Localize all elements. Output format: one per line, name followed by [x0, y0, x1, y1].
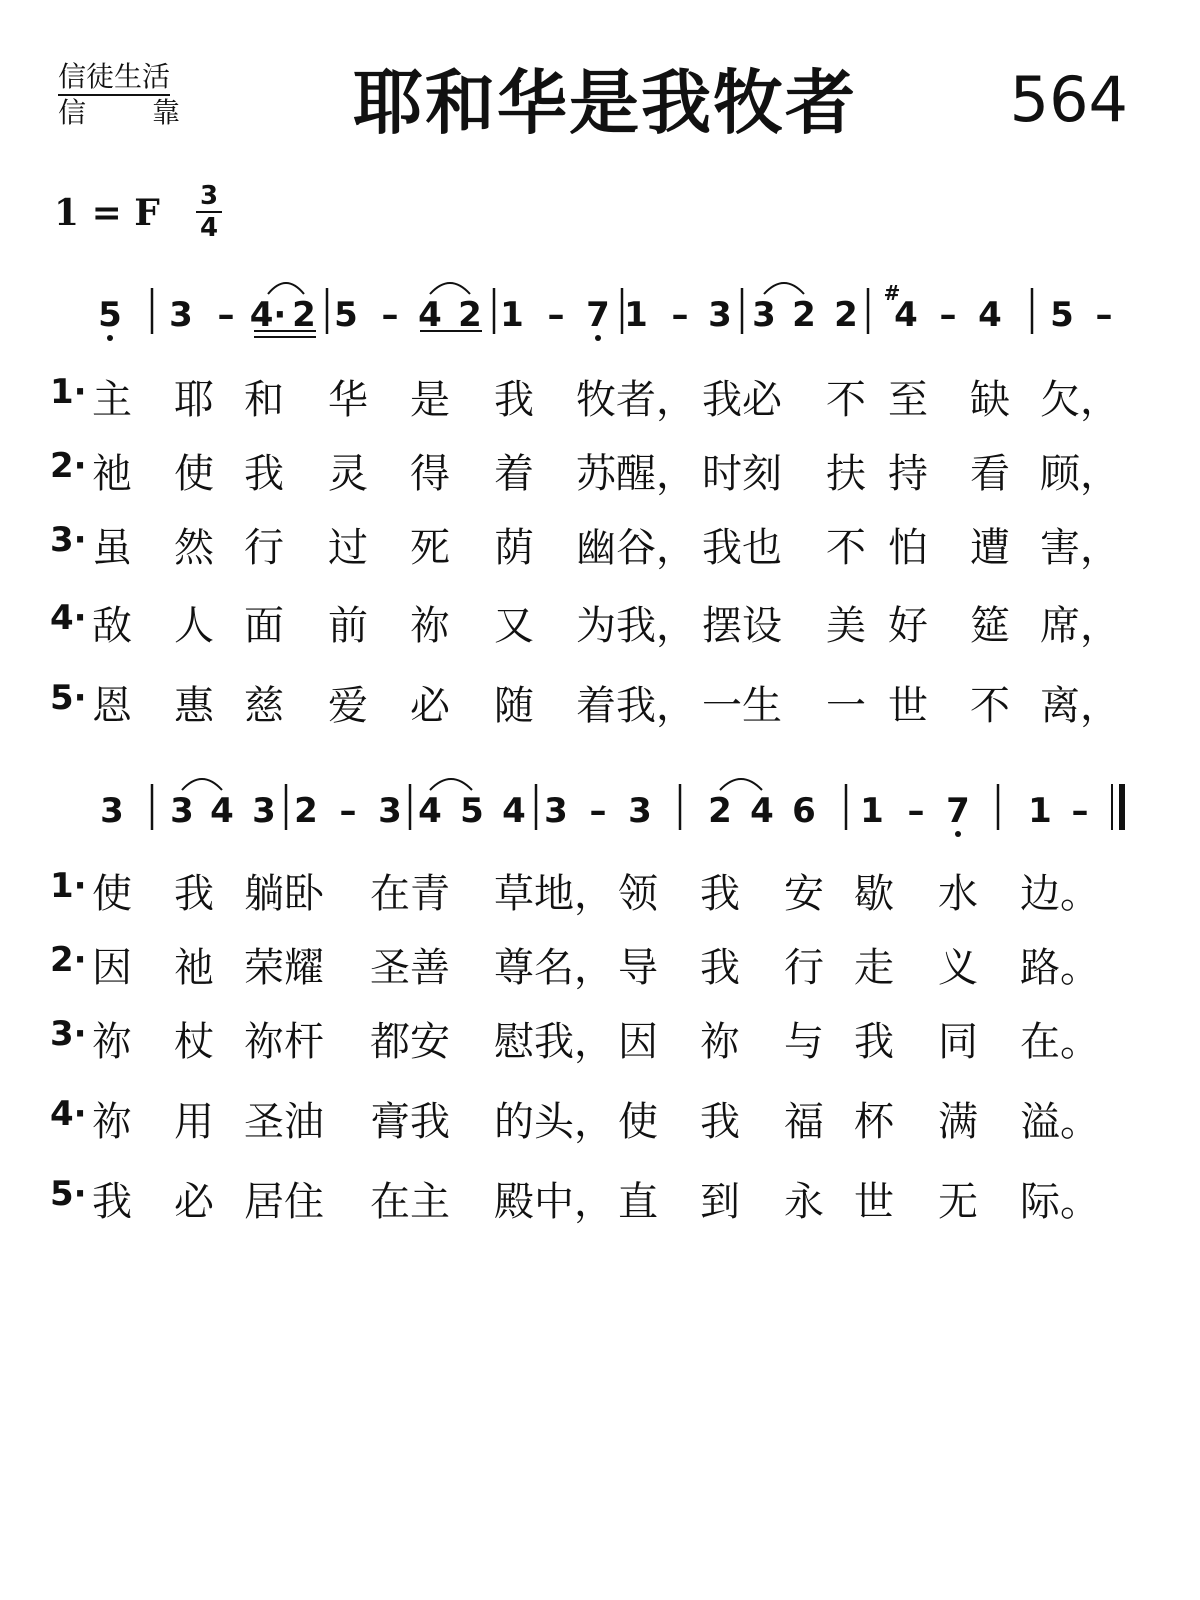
lyric-syllable: 遭: [970, 525, 1010, 571]
lyric-syllable: 慈: [244, 683, 284, 729]
key-signature: 1 = F: [54, 192, 160, 234]
lyric-syllable: 圣油: [244, 1099, 324, 1145]
lyric-syllable: 我必: [702, 377, 782, 423]
lyric-syllable: 主: [92, 377, 132, 423]
dash-mark: –: [589, 791, 607, 831]
lyric-syllable: 欠，: [1040, 377, 1120, 423]
note: 4: [418, 295, 442, 335]
verse-number: 5·: [50, 1174, 87, 1214]
lyric-syllable: 幽谷，: [576, 525, 696, 571]
time-signature: [196, 182, 222, 242]
lyric-syllable: 至: [888, 377, 928, 423]
subcategory-char: 靠: [151, 96, 180, 129]
lyric-syllable: 殿中，: [494, 1179, 614, 1225]
lyric-syllable: 扶: [826, 451, 866, 497]
note: 2: [294, 791, 318, 831]
lyric-syllable: 不: [826, 525, 866, 571]
lyric-syllable: 因: [618, 1019, 658, 1065]
lyric-syllable: 在青: [370, 871, 450, 917]
lyric-syllable: 祢杆: [244, 1019, 324, 1065]
lyric-syllable: 随: [494, 683, 534, 729]
lyric-syllable: 一: [826, 683, 866, 729]
lyric-syllable: 无: [938, 1179, 978, 1225]
lyric-syllable: 祢: [92, 1019, 132, 1065]
lyric-syllable: 不: [826, 377, 866, 423]
lyric-syllable: 祢: [410, 603, 450, 649]
lyric-syllable: 我: [494, 377, 534, 423]
lyric-syllable: 我: [700, 1099, 740, 1145]
lyric-syllable: 我: [854, 1019, 894, 1065]
note: 3: [170, 791, 194, 831]
lyric-syllable: 义: [938, 945, 978, 991]
note: 4: [418, 791, 442, 831]
lyric-syllable: 我: [174, 871, 214, 917]
verse-line: [0, 594, 1200, 649]
lyric-syllable: 水: [938, 871, 978, 917]
slur: [720, 779, 762, 790]
note: 2: [792, 295, 816, 335]
lyric-syllable: 持: [888, 451, 928, 497]
verse-number: 4·: [50, 598, 87, 638]
lyric-syllable: 永: [784, 1179, 824, 1225]
verse-line: [0, 1010, 1200, 1065]
lyric-syllable: 慰我，: [494, 1019, 614, 1065]
verse-number: 1·: [50, 372, 87, 412]
lyric-syllable: 敌: [92, 603, 132, 649]
lyric-syllable: 灵: [328, 451, 368, 497]
sharp-sign: #: [883, 281, 901, 305]
lyric-syllable: 惠: [174, 683, 214, 729]
note: 4: [210, 791, 234, 831]
lyric-syllable: 圣善: [370, 945, 450, 991]
lyric-syllable: 牧者，: [576, 377, 696, 423]
slur: [764, 283, 804, 294]
note: 2: [458, 295, 482, 335]
lyric-syllable: 华: [328, 377, 368, 423]
verse-number: 2·: [50, 446, 87, 486]
note: 3: [628, 791, 652, 831]
notation-system-1: [0, 270, 1200, 350]
lyric-syllable: 草地，: [494, 871, 614, 917]
slur: [430, 283, 470, 294]
note: 2: [292, 295, 316, 335]
verse-number: 3·: [50, 1014, 87, 1054]
lyric-syllable: 着我，: [576, 683, 696, 729]
lyric-syllable: 时刻: [702, 451, 782, 497]
lyric-syllable: 导: [618, 945, 658, 991]
verse-line: [0, 442, 1200, 497]
lyric-syllable: 我: [700, 871, 740, 917]
note: 4: [750, 791, 774, 831]
verse-line: [0, 862, 1200, 917]
lyric-syllable: 为我，: [576, 603, 696, 649]
lyric-syllable: 我: [92, 1179, 132, 1225]
lyric-syllable: 苏醒，: [576, 451, 696, 497]
lyric-syllable: 的头，: [494, 1099, 614, 1145]
lyric-syllable: 必: [174, 1179, 214, 1225]
lyric-syllable: 到: [700, 1179, 740, 1225]
lyric-syllable: 膏我: [370, 1099, 450, 1145]
note: 7: [586, 295, 610, 335]
time-signature-top: 3: [199, 181, 219, 211]
lyric-syllable: 都安: [370, 1019, 450, 1065]
lyric-syllable: 筵: [970, 603, 1010, 649]
lyric-syllable: 世: [854, 1179, 894, 1225]
verse-number: 1·: [50, 866, 87, 906]
dash-mark: –: [939, 295, 957, 335]
verse-line: [0, 674, 1200, 729]
lyric-syllable: 必: [410, 683, 450, 729]
note: 5: [1050, 295, 1074, 335]
lyric-syllable: 又: [494, 603, 534, 649]
note: 1: [1028, 791, 1052, 831]
lyric-syllable: 因: [92, 945, 132, 991]
octave-dot: [107, 335, 113, 341]
lyric-syllable: 席，: [1040, 603, 1120, 649]
lyric-syllable: 荣耀: [244, 945, 324, 991]
lyric-syllable: 我: [244, 451, 284, 497]
lyric-syllable: 恩: [92, 683, 132, 729]
lyric-syllable: 祢: [92, 1099, 132, 1145]
note: 3: [544, 791, 568, 831]
lyric-syllable: 缺: [970, 377, 1010, 423]
lyric-syllable: 边。: [1020, 871, 1100, 917]
note: 5: [334, 295, 358, 335]
note: 3: [252, 791, 276, 831]
note: 4: [894, 295, 918, 335]
lyric-syllable: 溢。: [1020, 1099, 1100, 1145]
lyric-syllable: 尊名，: [494, 945, 614, 991]
slur: [268, 283, 304, 294]
dash-mark: –: [547, 295, 565, 335]
lyric-syllable: 祂: [92, 451, 132, 497]
note: 6: [792, 791, 816, 831]
lyric-syllable: 使: [174, 451, 214, 497]
lyric-syllable: 我: [700, 945, 740, 991]
lyric-syllable: 行: [784, 945, 824, 991]
lyric-syllable: 前: [328, 603, 368, 649]
lyric-syllable: 着: [494, 451, 534, 497]
lyric-syllable: 杯: [854, 1099, 894, 1145]
note: 1: [860, 791, 884, 831]
verse-number: 5·: [50, 678, 87, 718]
hymn-subcategory: [58, 98, 180, 128]
lyric-syllable: 虽: [92, 525, 132, 571]
lyric-syllable: 害，: [1040, 525, 1120, 571]
slur: [182, 779, 222, 790]
lyric-syllable: 居住: [244, 1179, 324, 1225]
lyric-syllable: 直: [618, 1179, 658, 1225]
lyric-syllable: 死: [410, 525, 450, 571]
lyric-syllable: 然: [174, 525, 214, 571]
lyric-syllable: 怕: [888, 525, 928, 571]
lyric-syllable: 际。: [1020, 1179, 1100, 1225]
note: 1: [624, 295, 648, 335]
lyric-syllable: 不: [970, 683, 1010, 729]
note: 5: [460, 791, 484, 831]
note: 3: [169, 295, 193, 335]
note: 2: [834, 295, 858, 335]
lyric-syllable: 祂: [174, 945, 214, 991]
notation-system-2: [0, 766, 1200, 846]
note: 3: [708, 295, 732, 335]
dash-mark: –: [381, 295, 399, 335]
note: 4: [502, 791, 526, 831]
note: 2: [708, 791, 732, 831]
lyric-syllable: 使: [92, 871, 132, 917]
note: 1: [500, 295, 524, 335]
lyric-syllable: 面: [244, 603, 284, 649]
lyric-syllable: 福: [784, 1099, 824, 1145]
lyric-syllable: 祢: [700, 1019, 740, 1065]
verse-number: 4·: [50, 1094, 87, 1134]
lyric-syllable: 耶: [174, 377, 214, 423]
dash-mark: –: [339, 791, 357, 831]
note: 3: [752, 295, 776, 335]
lyric-syllable: 和: [244, 377, 284, 423]
verse-number: 2·: [50, 940, 87, 980]
lyric-syllable: 过: [328, 525, 368, 571]
lyric-syllable: 使: [618, 1099, 658, 1145]
lyric-syllable: 躺卧: [244, 871, 324, 917]
dash-mark: –: [1071, 791, 1089, 831]
lyric-syllable: 顾，: [1040, 451, 1120, 497]
verse-line: [0, 368, 1200, 423]
lyric-syllable: 路。: [1020, 945, 1100, 991]
lyric-syllable: 我也: [702, 525, 782, 571]
octave-dot: [595, 335, 601, 341]
dash-mark: –: [217, 295, 235, 335]
hymn-category: 信徒生活: [58, 62, 170, 96]
lyric-syllable: 走: [854, 945, 894, 991]
verse-line: [0, 1170, 1200, 1225]
verse-line: [0, 936, 1200, 991]
lyric-syllable: 与: [784, 1019, 824, 1065]
lyric-syllable: 歇: [854, 871, 894, 917]
lyric-syllable: 满: [938, 1099, 978, 1145]
lyric-syllable: 看: [970, 451, 1010, 497]
lyric-syllable: 在主: [370, 1179, 450, 1225]
dash-mark: –: [907, 791, 925, 831]
lyric-syllable: 同: [938, 1019, 978, 1065]
subcategory-char: 信: [58, 96, 87, 129]
lyric-syllable: 离，: [1040, 683, 1120, 729]
lyric-syllable: 领: [618, 871, 658, 917]
hymn-number: 564: [1009, 63, 1128, 136]
lyric-syllable: 人: [174, 603, 214, 649]
time-signature-bottom: 4: [199, 213, 219, 243]
note: 4·: [249, 295, 287, 335]
lyric-syllable: 用: [174, 1099, 214, 1145]
dash-mark: –: [671, 295, 689, 335]
lyric-syllable: 爱: [328, 683, 368, 729]
verse-line: [0, 1090, 1200, 1145]
note: 3: [100, 791, 124, 831]
octave-dot: [955, 831, 961, 837]
note: 3: [378, 791, 402, 831]
slur: [430, 779, 472, 790]
lyric-syllable: 美: [826, 603, 866, 649]
lyric-syllable: 是: [410, 377, 450, 423]
verse-line: [0, 516, 1200, 571]
note: 7: [946, 791, 970, 831]
lyric-syllable: 安: [784, 871, 824, 917]
lyric-syllable: 行: [244, 525, 284, 571]
dash-mark: –: [1095, 295, 1113, 335]
lyric-syllable: 世: [888, 683, 928, 729]
lyric-syllable: 摆设: [702, 603, 782, 649]
note: 4: [978, 295, 1002, 335]
lyric-syllable: 一生: [702, 683, 782, 729]
lyric-syllable: 得: [410, 451, 450, 497]
lyric-syllable: 在。: [1020, 1019, 1100, 1065]
verse-number: 3·: [50, 520, 87, 560]
lyric-syllable: 杖: [174, 1019, 214, 1065]
lyric-syllable: 荫: [494, 525, 534, 571]
lyric-syllable: 好: [888, 603, 928, 649]
hymn-title: 耶和华是我牧者: [353, 62, 857, 144]
note: 5: [98, 295, 122, 335]
